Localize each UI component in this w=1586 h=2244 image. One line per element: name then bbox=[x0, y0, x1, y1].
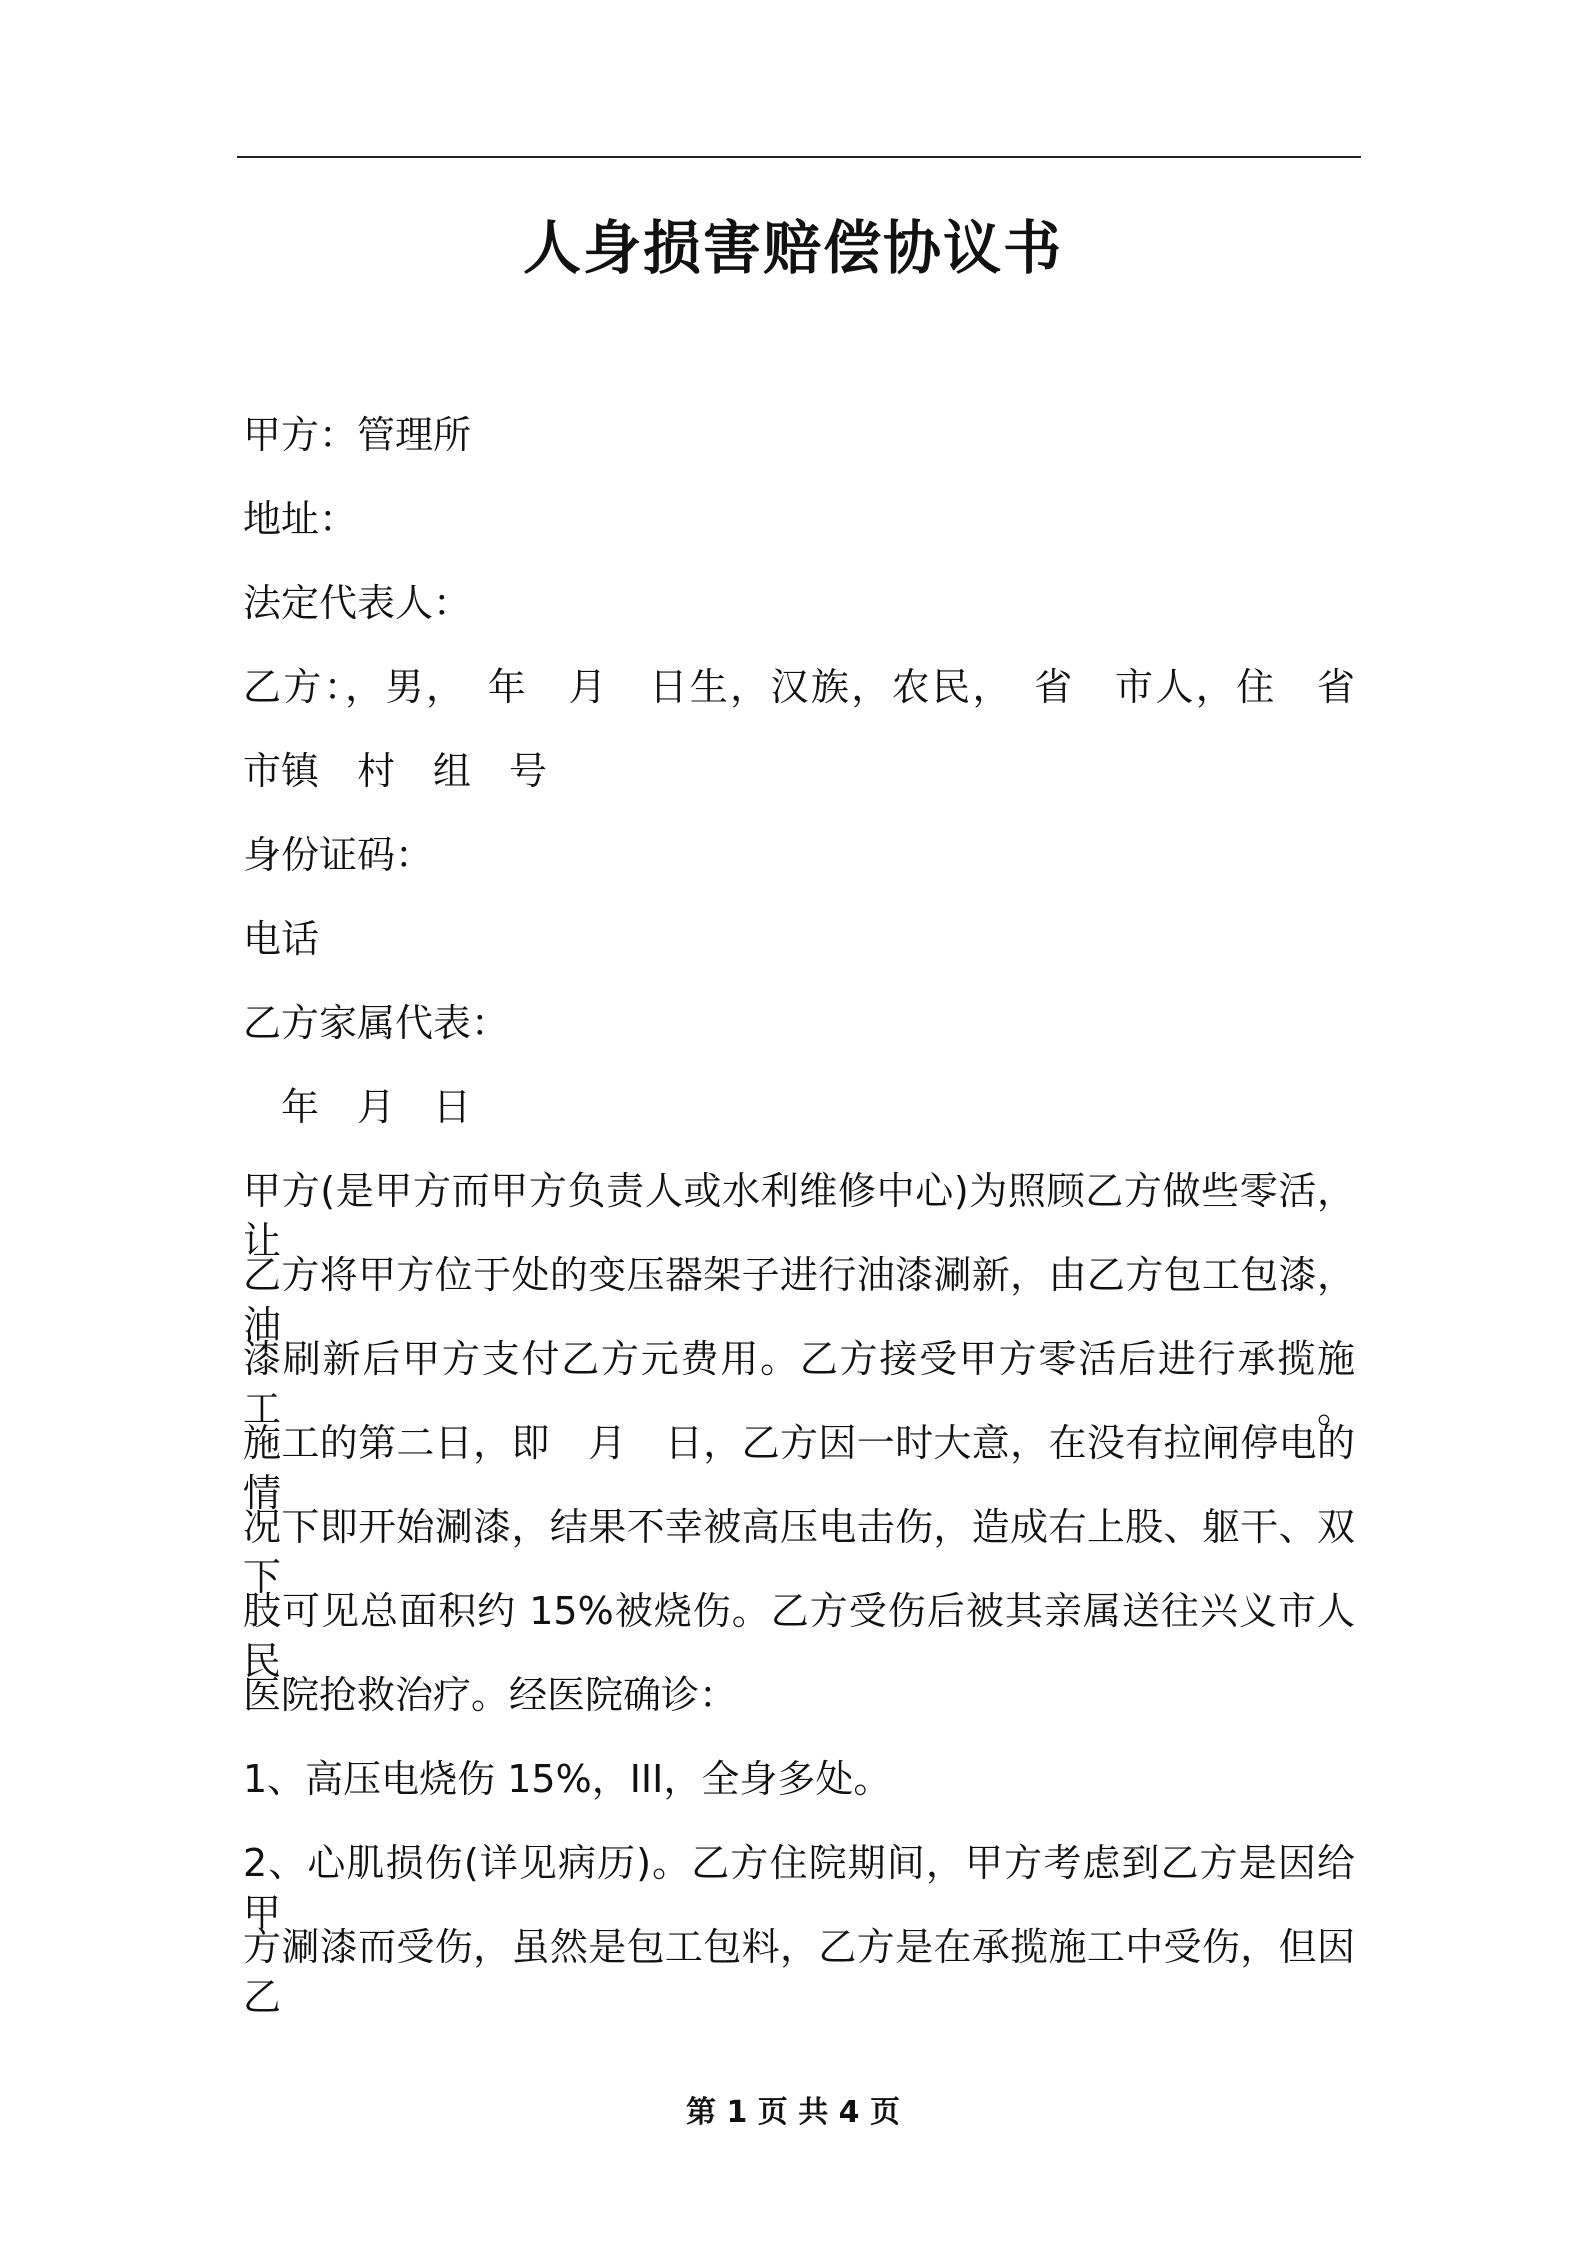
phone-line: 电话 bbox=[243, 917, 320, 961]
body-paragraph-line: 甲方(是甲方而甲方负责人或水利维修中心)为照顾乙方做些零活，让 bbox=[243, 1169, 1355, 1263]
diagnosis-item-2: 2、心肌损伤(详见病历)。乙方住院期间，甲方考虑到乙方是因给甲 bbox=[243, 1841, 1355, 1935]
date-line: 年 月 日 bbox=[243, 1085, 472, 1129]
body-paragraph-line: 乙方将甲方位于处的变压器架子进行油漆涮新，由乙方包工包漆，油 bbox=[243, 1253, 1355, 1347]
body-paragraph-line: 方涮漆而受伤，虽然是包工包料，乙方是在承揽施工中受伤，但因乙 bbox=[243, 1925, 1355, 2019]
diagnosis-item-1: 1、高压电烧伤 15%，III，全身多处。 bbox=[243, 1757, 892, 1801]
body-paragraph-line: 况下即开始涮漆，结果不幸被高压电击伤，造成右上股、躯干、双下 bbox=[243, 1505, 1355, 1599]
party-a-line: 甲方：管理所 bbox=[243, 413, 472, 457]
page-number-footer: 第 1 页 共 4 页 bbox=[686, 2095, 900, 2130]
body-paragraph-line: 肢可见总面积约 15%被烧伤。乙方受伤后被其亲属送往兴义市人民 bbox=[243, 1589, 1355, 1683]
address-line: 地址： bbox=[243, 497, 358, 541]
id-number-line: 身份证码： bbox=[243, 833, 434, 877]
header-rule bbox=[237, 156, 1361, 158]
body-paragraph-line: 医院抢救治疗。经医院确诊： bbox=[243, 1673, 738, 1717]
legal-representative-line: 法定代表人： bbox=[243, 581, 472, 625]
document-title: 人身损害赔偿协议书 bbox=[522, 214, 1063, 282]
party-b-family-representative-line: 乙方家属代表： bbox=[243, 1001, 510, 1045]
body-paragraph-line: 漆刷新后甲方支付乙方元费用。乙方接受甲方零活后进行承揽施工。 bbox=[243, 1337, 1355, 1431]
party-b-line: 乙方：，男， 年 月 日生，汉族，农民， 省 市人，住 省 bbox=[243, 665, 1355, 709]
body-paragraph-line: 施工的第二日，即 月 日，乙方因一时大意，在没有拉闸停电的情 bbox=[243, 1421, 1355, 1515]
party-b-residence-line: 市镇 村 组 号 bbox=[243, 749, 548, 793]
